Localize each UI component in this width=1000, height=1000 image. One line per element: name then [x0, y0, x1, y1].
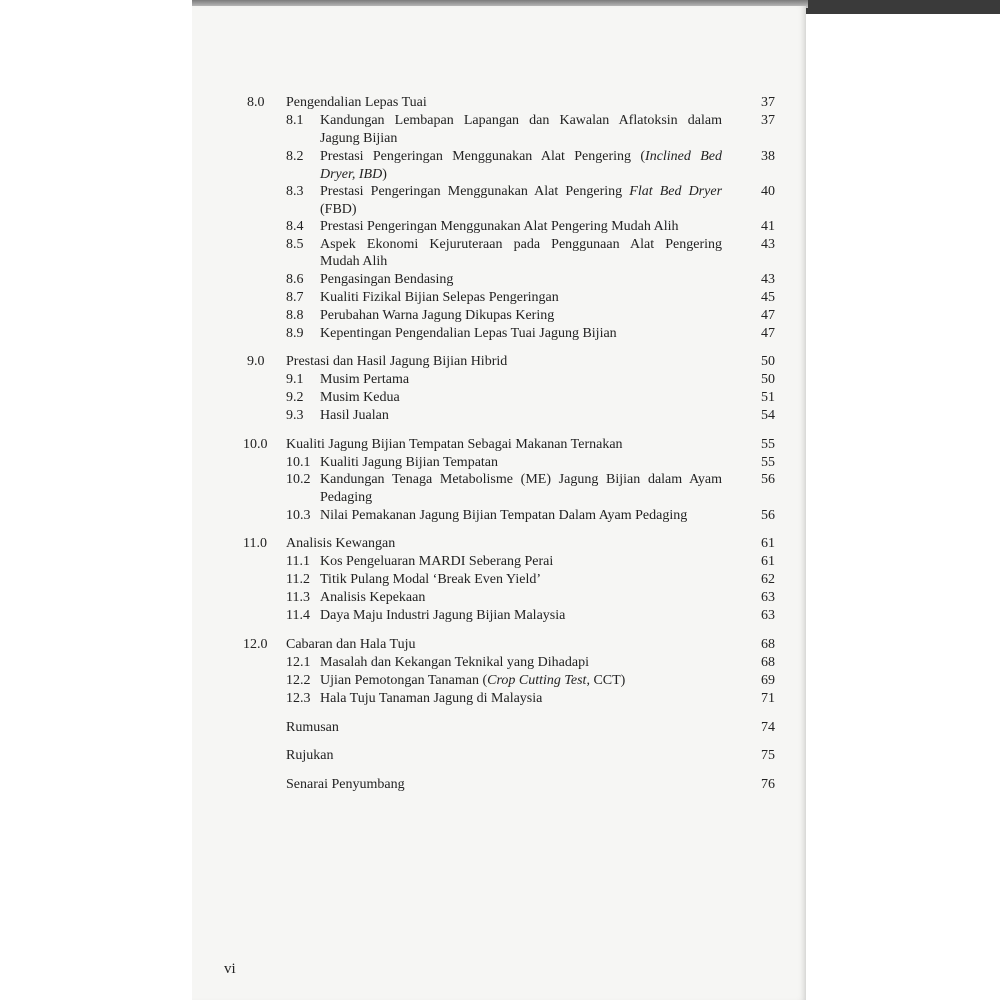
section-title: Kepentingan Pengendalian Lepas Tuai Jagung Bijian	[320, 326, 617, 341]
page-number: 61	[761, 536, 775, 551]
section-title: Senarai Penyumbang	[286, 777, 405, 792]
background-right	[806, 0, 1000, 1000]
section-title: Cabaran dan Hala Tuju	[286, 637, 416, 652]
page-number: 47	[761, 308, 775, 323]
section-number: 8.7	[286, 290, 304, 305]
section-title: Daya Maju Industri Jagung Bijian Malaysia	[320, 608, 566, 623]
toc-entry-9-1	[286, 371, 775, 389]
toc-entry-8-3	[286, 183, 775, 201]
section-number: 8.3	[286, 184, 304, 199]
toc-entry-8-2	[286, 148, 775, 166]
toc-entry-rumusan	[286, 719, 775, 737]
section-number: 8.6	[286, 272, 304, 287]
page-number: 51	[761, 390, 775, 405]
page-number: 68	[761, 655, 775, 670]
page-number: 69	[761, 673, 775, 688]
section-title: Prestasi Pengeringan Menggunakan Alat Pengering (Inclined Bed	[320, 149, 722, 164]
section-title-continued: Pedaging	[320, 490, 373, 505]
toc-entry-11-2	[286, 571, 775, 589]
toc-entry-8-2-cont	[320, 166, 730, 184]
section-number: 8.8	[286, 308, 304, 323]
page-number: 41	[761, 219, 775, 234]
section-number: 11.2	[286, 572, 310, 587]
section-title: Hasil Jualan	[320, 408, 389, 423]
section-title-continued: Jagung Bijian	[320, 131, 398, 146]
scan-shadow	[806, 0, 1000, 14]
toc-entry-11-3	[286, 589, 775, 607]
section-number: 9.3	[286, 408, 304, 423]
page-number: 38	[761, 149, 775, 164]
section-number: 8.1	[286, 113, 304, 128]
section-number: 12.2	[286, 673, 311, 688]
section-number: 10.0	[243, 437, 268, 452]
toc-entry-8-8	[286, 307, 775, 325]
toc-entry-8-1	[286, 112, 775, 130]
section-number: 9.1	[286, 372, 304, 387]
toc-entry-10-0	[243, 436, 775, 454]
section-number: 9.2	[286, 390, 304, 405]
toc-entry-12-1	[286, 654, 775, 672]
section-title: Kualiti Fizikal Bijian Selepas Pengeringan	[320, 290, 559, 305]
section-title: Kos Pengeluaran MARDI Seberang Perai	[320, 554, 554, 569]
section-number: 8.5	[286, 237, 304, 252]
toc-entry-8-1-cont	[320, 130, 730, 148]
section-number: 8.2	[286, 149, 304, 164]
toc-entry-8-7	[286, 289, 775, 307]
page-number: 50	[761, 354, 775, 369]
section-title: Hala Tuju Tanaman Jagung di Malaysia	[320, 691, 543, 706]
section-title: Prestasi Pengeringan Menggunakan Alat Pengering Flat Bed Dryer	[320, 184, 723, 199]
section-title: Musim Pertama	[320, 372, 410, 387]
page-number: 43	[761, 237, 775, 252]
page-number: 37	[761, 95, 775, 110]
section-number: 8.9	[286, 326, 304, 341]
toc-entry-12-2	[286, 672, 775, 690]
page-number: 50	[761, 372, 775, 387]
toc-entry-9-0	[247, 353, 775, 371]
section-number: 11.1	[286, 554, 310, 569]
toc-entry-10-1	[286, 454, 775, 472]
toc-entry-10-2	[286, 471, 775, 489]
section-title: Prestasi Pengeringan Menggunakan Alat Pengering Mudah Alih	[320, 219, 679, 234]
section-number: 11.3	[286, 590, 310, 605]
toc-entry-9-2	[286, 389, 775, 407]
toc-entry-8-6	[286, 271, 775, 289]
section-title: Musim Kedua	[320, 390, 400, 405]
toc-entry-8-3-cont	[320, 201, 730, 219]
section-title: Kualiti Jagung Bijian Tempatan	[320, 455, 499, 470]
section-number: 12.1	[286, 655, 311, 670]
section-number: 8.4	[286, 219, 304, 234]
section-title: Pengasingan Bendasing	[320, 272, 454, 287]
page-number: 61	[761, 554, 775, 569]
section-title: Analisis Kepekaan	[320, 590, 426, 605]
toc-entry-11-4	[286, 607, 775, 625]
toc-entry-8-5	[286, 236, 775, 254]
section-number: 9.0	[247, 354, 265, 369]
page-number: 45	[761, 290, 775, 305]
section-number: 10.2	[286, 472, 311, 487]
section-number: 11.4	[286, 608, 310, 623]
section-title: Kandungan Lembapan Lapangan dan Kawalan Aflatoksin dalam	[320, 113, 722, 128]
section-number: 12.3	[286, 691, 311, 706]
page-number: 40	[761, 184, 775, 199]
toc-entry-10-2-cont	[320, 489, 730, 507]
section-title-continued: Mudah Alih	[320, 254, 388, 269]
section-number: 10.1	[286, 455, 311, 470]
toc-entry-8-9	[286, 325, 775, 343]
section-number: 8.0	[247, 95, 265, 110]
toc-entry-senarai-penyumbang	[286, 776, 775, 794]
section-title: Ujian Pemotongan Tanaman (Crop Cutting Test, CCT)	[320, 673, 626, 688]
page-number: 63	[761, 608, 775, 623]
toc-entry-8-4	[286, 218, 775, 236]
page-number: 74	[761, 720, 775, 735]
page-number: 76	[761, 777, 775, 792]
toc-entry-8-5-cont	[320, 253, 730, 271]
section-title-continued: (FBD)	[320, 202, 357, 217]
page-number: 43	[761, 272, 775, 287]
toc-entry-9-3	[286, 407, 775, 425]
section-title: Pengendalian Lepas Tuai	[286, 95, 427, 110]
section-title: Masalah dan Kekangan Teknikal yang Dihadapi	[320, 655, 589, 670]
page-number: 55	[761, 455, 775, 470]
section-title: Aspek Ekonomi Kejuruteraan pada Penggunaan Alat Pengering	[320, 237, 722, 252]
table-of-contents	[192, 6, 806, 1000]
section-title: Kandungan Tenaga Metabolisme (ME) Jagung Bijian dalam Ayam	[320, 472, 722, 487]
section-title: Analisis Kewangan	[286, 536, 396, 551]
page-number: 75	[761, 748, 775, 763]
page-number: 71	[761, 691, 775, 706]
section-title: Titik Pulang Modal ‘Break Even Yield’	[320, 572, 541, 587]
page-number: 47	[761, 326, 775, 341]
page-number: 62	[761, 572, 775, 587]
section-number: 12.0	[243, 637, 268, 652]
section-number: 11.0	[243, 536, 267, 551]
toc-entry-11-1	[286, 553, 775, 571]
section-title: Rumusan	[286, 720, 339, 735]
section-title-continued: Dryer, IBD)	[320, 167, 387, 182]
section-title: Rujukan	[286, 748, 334, 763]
section-title: Perubahan Warna Jagung Dikupas Kering	[320, 308, 555, 323]
page-number: 68	[761, 637, 775, 652]
section-title: Prestasi dan Hasil Jagung Bijian Hibrid	[286, 354, 508, 369]
page-number: 55	[761, 437, 775, 452]
background-left	[0, 0, 192, 1000]
section-title: Kualiti Jagung Bijian Tempatan Sebagai Makanan Ternakan	[286, 437, 623, 452]
book-page	[192, 6, 806, 1000]
page-number: 63	[761, 590, 775, 605]
section-number: 10.3	[286, 508, 311, 523]
page-number: 56	[761, 508, 775, 523]
toc-entry-8-0	[247, 94, 775, 112]
toc-entry-12-0	[243, 636, 775, 654]
toc-entry-11-0	[243, 535, 775, 553]
page-folio: vi	[224, 961, 236, 977]
page-number: 56	[761, 472, 775, 487]
toc-entry-12-3	[286, 690, 775, 708]
section-title: Nilai Pemakanan Jagung Bijian Tempatan Dalam Ayam Pedaging	[320, 508, 688, 523]
page-number: 54	[761, 408, 775, 423]
toc-entry-10-3	[286, 507, 775, 525]
toc-entry-rujukan	[286, 747, 775, 765]
page-number: 37	[761, 113, 775, 128]
